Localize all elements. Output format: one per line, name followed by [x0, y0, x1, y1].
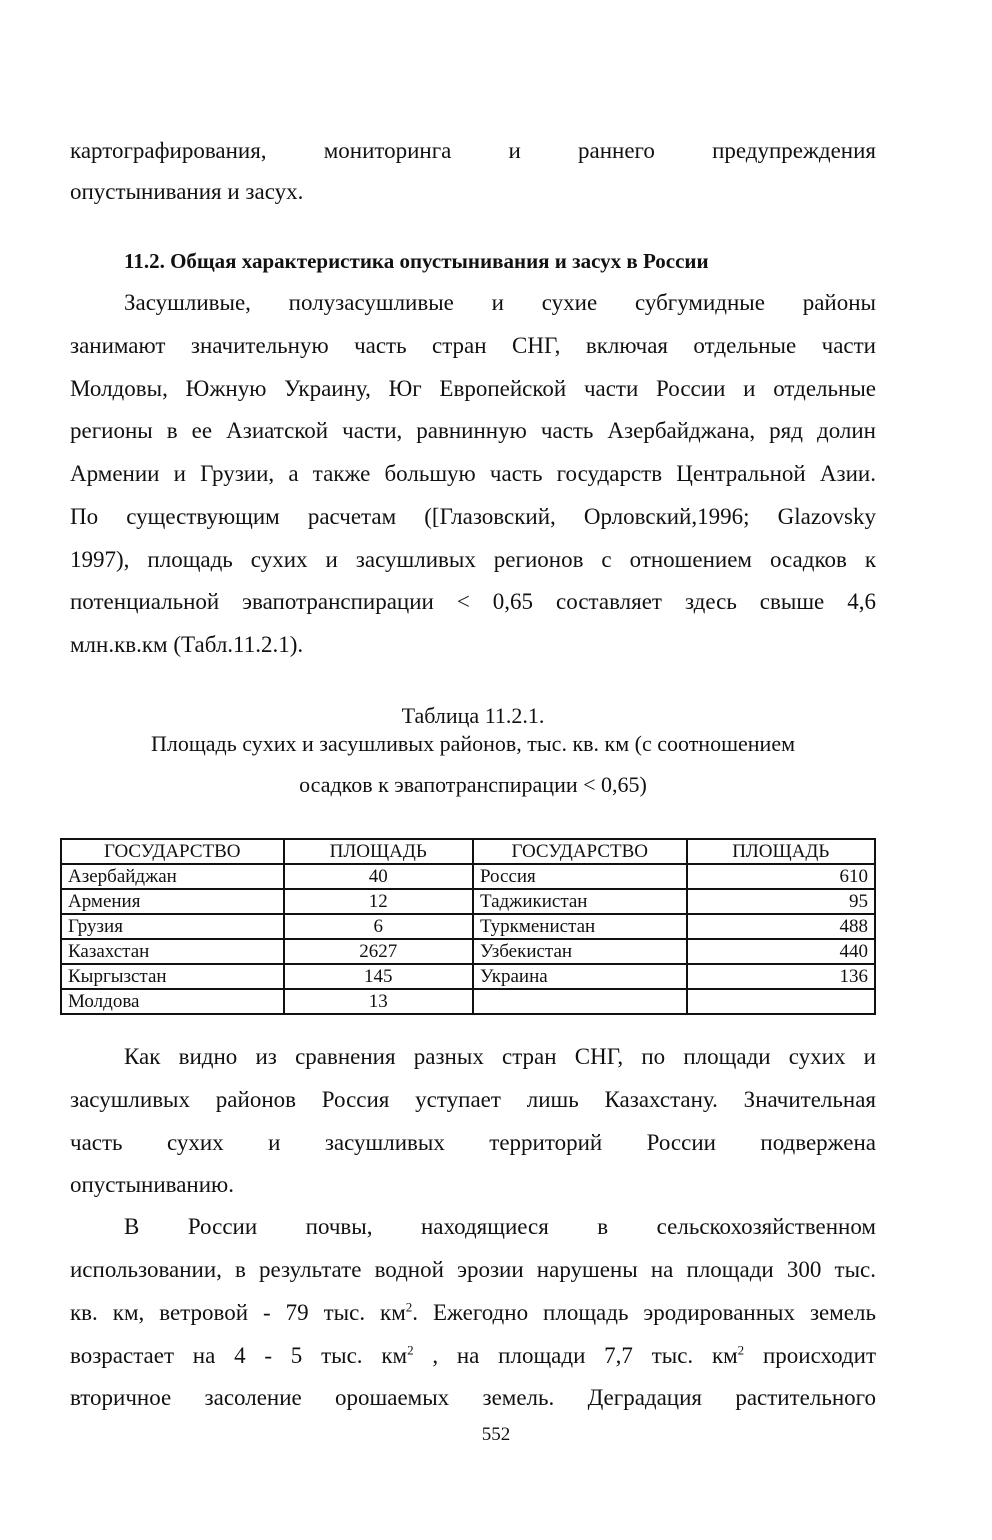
para1-line-4: регионы в ее Азиатской части, равнинную часть Азербайджана, ряд долин [70, 418, 876, 443]
area-cell: 95 [687, 889, 875, 914]
para1-line-1: Засушливые, полузасушливые и сухие субгумидные районы [124, 290, 876, 315]
superscript-2: 2 [737, 1342, 745, 1358]
para3-line-2: использовании, в результате водной эрозии нарушены на площади 300 тыс. [70, 1257, 876, 1282]
para3-line-3 [70, 1299, 876, 1327]
table-title-line-1: Площадь сухих и засушливых районов, тыс. кв. км (с соотношением [150, 731, 796, 756]
para1-line-7: 1997), площадь сухих и засушливых регионов с отношением осадков к [70, 547, 876, 572]
header-country-1: ГОСУДАРСТВО [61, 839, 284, 864]
superscript-2: 2 [405, 1299, 413, 1315]
para1-line-8: потенциальной эвапотранспирации < 0,65 составляет здесь свыше 4,6 [70, 589, 876, 614]
page-number: 552 [481, 1424, 511, 1445]
para3-line-1: В России почвы, находящиеся в сельскохозяйственном [124, 1214, 876, 1239]
area-cell [687, 989, 875, 1014]
para2-line-4: опустыниванию. [70, 1172, 234, 1197]
area-cell: 40 [284, 864, 473, 889]
table-row [61, 914, 875, 939]
table-header-row [61, 839, 875, 864]
area-cell: 136 [687, 964, 875, 989]
country-cell [473, 989, 687, 1014]
para3-line-4c: происходит [744, 1343, 876, 1368]
para1-line-9: млн.кв.км (Табл.11.2.1). [70, 632, 304, 657]
table-number: Таблица 11.2.1. [401, 703, 545, 728]
country-cell: Кыргызстан [61, 964, 284, 989]
area-cell: 2627 [284, 939, 473, 964]
country-cell: Узбекистан [473, 939, 687, 964]
country-cell: Молдова [61, 989, 284, 1014]
para2-line-2: засушливых районов Россия уступает лишь Казахстану. Значительная [70, 1087, 876, 1112]
header-country-2: ГОСУДАРСТВО [473, 839, 687, 864]
area-cell: 440 [687, 939, 875, 964]
intro-line-1: картографирования, мониторинга и раннего предупреждения [70, 138, 876, 163]
table-row [61, 864, 875, 889]
area-cell: 13 [284, 989, 473, 1014]
area-cell: 610 [687, 864, 875, 889]
area-cell: 12 [284, 889, 473, 914]
table-row [61, 964, 875, 989]
para3-line-3a: кв. км, ветровой - 79 тыс. км [70, 1300, 406, 1325]
para1-line-2: занимают значительную часть стран СНГ, включая отдельные части [70, 333, 876, 358]
area-cell: 145 [284, 964, 473, 989]
country-cell: Армения [61, 889, 284, 914]
country-cell: Туркменистан [473, 914, 687, 939]
para3-line-4b: , на площади 7,7 тыс. км [413, 1343, 738, 1368]
table-row [61, 889, 875, 914]
para3-line-5: вторичное засоление орошаемых земель. Деградация растительного [70, 1385, 876, 1410]
section-heading: 11.2. Общая характеристика опустынивания и засух в России [124, 249, 709, 273]
para2-line-1: Как видно из сравнения разных стран СНГ, по площади сухих и [124, 1044, 876, 1069]
header-area-1: ПЛОЩАДЬ [284, 839, 473, 864]
table-title-line-2: осадков к эвапотранспирации < 0,65) [299, 772, 647, 797]
country-cell: Азербайджан [61, 864, 284, 889]
para3-line-4a: возрастает на 4 - 5 тыс. км [70, 1343, 408, 1368]
para1-line-6: По существующим расчетам ([Глазовский, Орловский,1996; Glazovsky [70, 504, 876, 529]
header-area-2: ПЛОЩАДЬ [687, 839, 875, 864]
country-cell: Казахстан [61, 939, 284, 964]
para1-line-5: Армении и Грузии, а также большую часть государств Центральной Азии. [70, 461, 876, 486]
para1-line-3: Молдовы, Южную Украину, Юг Европейской части России и отдельные [70, 376, 876, 401]
table-row [61, 939, 875, 964]
country-cell: Россия [473, 864, 687, 889]
area-cell: 488 [687, 914, 875, 939]
area-table [60, 838, 876, 1015]
para3-line-4 [70, 1342, 876, 1370]
para3-line-3b: . Ежегодно площадь эродированных земель [412, 1300, 876, 1325]
area-cell: 6 [284, 914, 473, 939]
country-cell: Украина [473, 964, 687, 989]
intro-line-2: опустынивания и засух. [70, 179, 304, 204]
para2-line-3: часть сухих и засушливых территорий России подвержена [70, 1130, 876, 1155]
table-row [61, 989, 875, 1014]
country-cell: Грузия [61, 914, 284, 939]
country-cell: Таджикистан [473, 889, 687, 914]
superscript-2: 2 [407, 1342, 414, 1358]
